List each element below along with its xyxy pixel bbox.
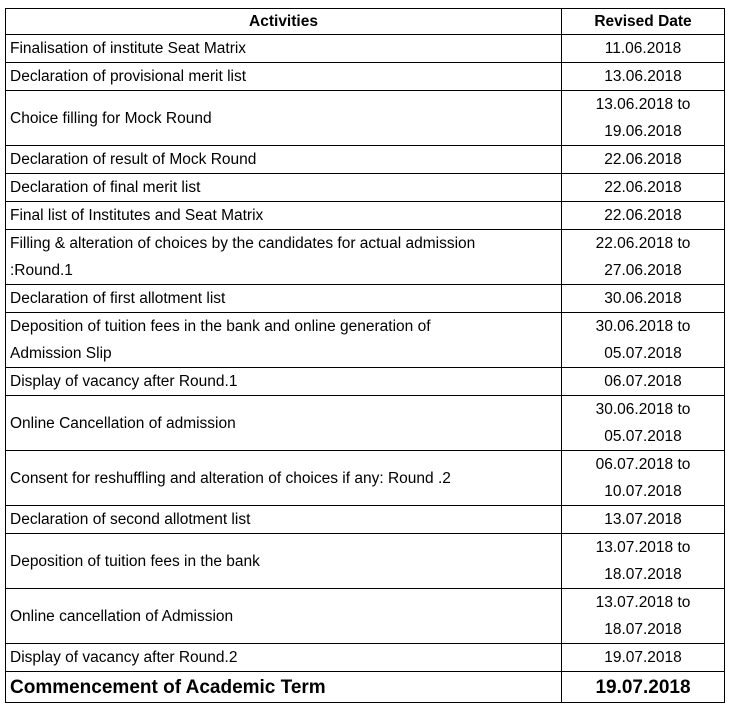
table-row xyxy=(6,285,725,313)
activity-cell: Declaration of second allotment list xyxy=(6,506,562,534)
table-row xyxy=(6,589,725,644)
activity-line: Deposition of tuition fees in the bank and online generation of xyxy=(10,318,431,335)
activity-cell: Online cancellation of Admission xyxy=(6,589,562,644)
table-row xyxy=(6,230,725,285)
activity-cell: Choice filling for Mock Round xyxy=(6,91,562,146)
date-line: 05.07.2018 xyxy=(604,428,682,445)
activity-cell: Consent for reshuffling and alteration of choices if any: Round .2 xyxy=(6,451,562,506)
date-cell: 13.06.2018 xyxy=(562,63,725,91)
table-row xyxy=(6,202,725,230)
column-header-revised-date: Revised Date xyxy=(562,9,725,35)
date-cell: 06.07.2018 xyxy=(562,368,725,396)
activity-cell: Online Cancellation of admission xyxy=(6,396,562,451)
date-cell: 30.06.2018 xyxy=(562,285,725,313)
date-cell xyxy=(562,534,725,589)
date-line: 05.07.2018 xyxy=(604,345,682,362)
date-cell xyxy=(562,396,725,451)
date-line: 18.07.2018 xyxy=(604,566,682,583)
table-row xyxy=(6,368,725,396)
activity-cell: Display of vacancy after Round.2 xyxy=(6,644,562,672)
activity-cell xyxy=(6,313,562,368)
table-row-commencement xyxy=(6,672,725,703)
table-header-row xyxy=(6,9,725,35)
table-row xyxy=(6,35,725,63)
date-cell: 13.07.2018 xyxy=(562,506,725,534)
activity-cell: Declaration of result of Mock Round xyxy=(6,146,562,174)
activity-cell: Declaration of final merit list xyxy=(6,174,562,202)
date-cell xyxy=(562,91,725,146)
date-cell: 22.06.2018 xyxy=(562,202,725,230)
activity-cell: Declaration of first allotment list xyxy=(6,285,562,313)
activity-cell: Finalisation of institute Seat Matrix xyxy=(6,35,562,63)
date-cell: 22.06.2018 xyxy=(562,174,725,202)
date-line: 30.06.2018 to xyxy=(595,401,691,418)
table-row xyxy=(6,91,725,146)
table-row xyxy=(6,506,725,534)
date-cell xyxy=(562,451,725,506)
date-line: 19.06.2018 xyxy=(604,123,682,140)
date-cell xyxy=(562,589,725,644)
activity-cell: Display of vacancy after Round.1 xyxy=(6,368,562,396)
date-line: 18.07.2018 xyxy=(604,621,682,638)
activity-cell: Final list of Institutes and Seat Matrix xyxy=(6,202,562,230)
table-row xyxy=(6,63,725,91)
activity-cell: Deposition of tuition fees in the bank xyxy=(6,534,562,589)
activity-cell xyxy=(6,230,562,285)
date-cell: 19.07.2018 xyxy=(562,672,725,703)
table-row xyxy=(6,313,725,368)
column-header-activities: Activities xyxy=(6,9,562,35)
date-line: 22.06.2018 to xyxy=(595,235,691,252)
date-cell: 11.06.2018 xyxy=(562,35,725,63)
date-line: 13.06.2018 to xyxy=(595,96,691,113)
date-cell: 19.07.2018 xyxy=(562,644,725,672)
activity-cell: Declaration of provisional merit list xyxy=(6,63,562,91)
date-cell xyxy=(562,230,725,285)
schedule-table xyxy=(5,8,725,703)
date-line: 13.07.2018 to xyxy=(595,594,691,611)
date-cell xyxy=(562,313,725,368)
activity-line: :Round.1 xyxy=(10,262,73,279)
table-row xyxy=(6,396,725,451)
table-row xyxy=(6,174,725,202)
date-line: 10.07.2018 xyxy=(604,483,682,500)
table-row xyxy=(6,146,725,174)
activity-line: Filling & alteration of choices by the candidates for actual admission xyxy=(10,235,476,252)
table-row xyxy=(6,534,725,589)
date-line: 06.07.2018 to xyxy=(595,456,691,473)
date-line: 27.06.2018 xyxy=(604,262,682,279)
activity-cell: Commencement of Academic Term xyxy=(6,672,562,703)
activity-line: Admission Slip xyxy=(10,345,112,362)
table-row xyxy=(6,451,725,506)
date-line: 30.06.2018 to xyxy=(595,318,691,335)
table-row xyxy=(6,644,725,672)
date-cell: 22.06.2018 xyxy=(562,146,725,174)
date-line: 13.07.2018 to xyxy=(595,539,691,556)
